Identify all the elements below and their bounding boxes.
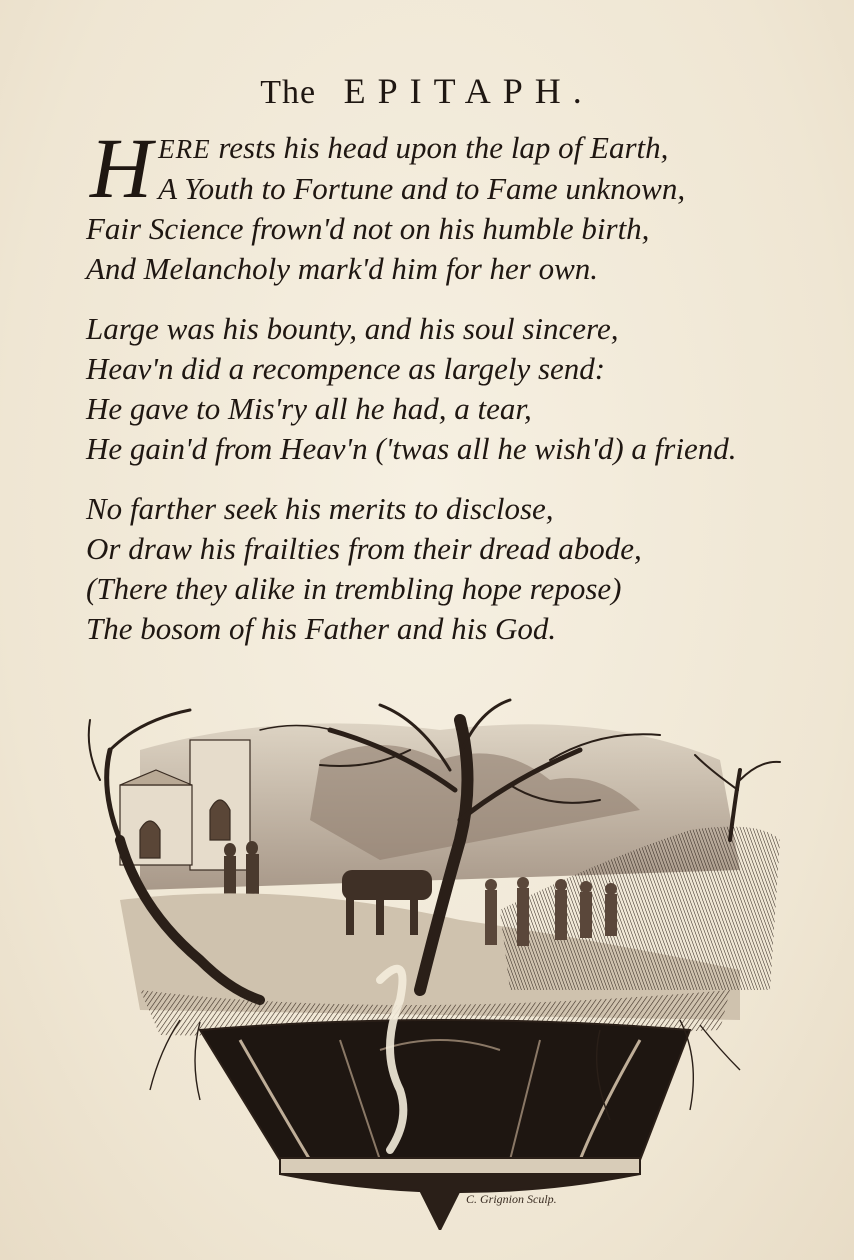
- poem-line: And Melancholy mark'd him for her own.: [86, 251, 599, 286]
- poem-line: No farther seek his merits to disclose,: [86, 491, 554, 526]
- drop-cap: H: [90, 120, 153, 216]
- title-main: EPITAPH.: [343, 71, 594, 111]
- title-prefix: The: [260, 74, 317, 111]
- poem-line: A Youth to Fortune and to Fame unknown,: [158, 171, 686, 206]
- engraver-signature: C. Grignion Sculp.: [466, 1192, 557, 1206]
- epitaph-poem: [86, 120, 826, 669]
- poem-line-text: rests his head upon the lap of Earth,: [210, 130, 669, 165]
- poem-line: He gain'd from Heav'n ('twas all he wish'd) a friend.: [86, 431, 737, 466]
- poem-line: Large was his bounty, and his soul sincere,: [86, 311, 619, 346]
- poem-line: Fair Science frown'd not on his humble birth,: [86, 211, 650, 246]
- stanza-2: [86, 309, 826, 469]
- poem-line: Heav'n did a recompence as largely send:: [86, 351, 606, 386]
- poem-line: The bosom of his Father and his God.: [86, 611, 557, 646]
- engraving-vignette: [80, 690, 790, 1230]
- first-word-caps: ERE: [158, 134, 211, 164]
- poem-line: Or draw his frailties from their dread abode,: [86, 531, 642, 566]
- poem-line: [86, 128, 826, 169]
- poem-line: He gave to Mis'ry all he had, a tear,: [86, 391, 532, 426]
- stanza-1: [86, 120, 826, 289]
- page-title: [0, 70, 854, 112]
- burial-vault: [200, 1020, 690, 1230]
- poem-line: (There they alike in trembling hope repose): [86, 571, 622, 606]
- stanza-3: [86, 489, 826, 649]
